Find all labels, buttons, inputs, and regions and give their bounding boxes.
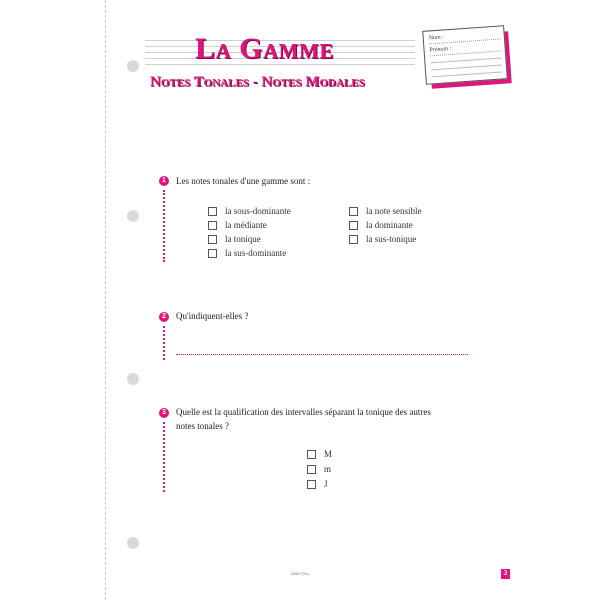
question-dotted-rule <box>163 422 165 492</box>
option-sous-dominante[interactable]: la sous-dominante <box>208 206 291 216</box>
question-number-1: 1 <box>159 176 169 186</box>
nom-label: Nom : <box>428 34 445 42</box>
option-dominante[interactable]: la dominante <box>349 220 413 230</box>
checkbox[interactable] <box>349 235 358 244</box>
option-tonique[interactable]: la tonique <box>208 234 261 244</box>
checkbox[interactable] <box>208 235 217 244</box>
checkbox[interactable] <box>208 221 217 230</box>
option-note-sensible[interactable]: la note sensible <box>349 206 422 216</box>
checkbox[interactable] <box>307 465 316 474</box>
name-card-line <box>430 57 501 63</box>
prenom-label: Prénom : <box>429 45 452 54</box>
checkbox[interactable] <box>208 207 217 216</box>
checkbox[interactable] <box>307 450 316 459</box>
name-card-line <box>431 71 502 77</box>
punch-hole <box>127 60 139 72</box>
question-number-2: 2 <box>159 312 169 322</box>
option-juste[interactable]: J <box>307 479 328 489</box>
punch-hole <box>127 373 139 385</box>
answer-line[interactable] <box>176 354 468 355</box>
checkbox[interactable] <box>208 249 217 258</box>
question-3-text-line2: notes tonales ? <box>176 421 229 431</box>
option-mediante[interactable]: la médiante <box>208 220 267 230</box>
punch-hole <box>127 537 139 549</box>
page-subtitle: Notes Tonales - Notes Modales <box>150 74 365 90</box>
checkbox[interactable] <box>307 480 316 489</box>
checkbox[interactable] <box>349 221 358 230</box>
page-number: 3 <box>501 569 510 579</box>
option-mineur[interactable]: m <box>307 464 331 474</box>
prenom-field[interactable] <box>429 43 500 57</box>
question-2-text: Qu'indiquent-elles ? <box>176 311 249 321</box>
option-sus-tonique[interactable]: la sus-tonique <box>349 234 416 244</box>
footer-code: 24677 B.L. <box>291 571 311 576</box>
question-dotted-rule <box>163 326 165 360</box>
checkbox[interactable] <box>349 207 358 216</box>
option-majeur[interactable]: M <box>307 449 332 459</box>
punch-hole <box>127 210 139 222</box>
question-number-3: 3 <box>159 408 169 418</box>
name-card-line <box>431 64 502 70</box>
binder-margin-line <box>105 0 106 600</box>
question-1-text: Les notes tonales d'une gamme sont : <box>176 176 311 186</box>
question-dotted-rule <box>163 190 165 262</box>
page-title: La Gamme <box>195 32 334 65</box>
name-card <box>422 25 508 85</box>
question-3-text-line1: Quelle est la qualification des intervalles séparant la tonique des autres <box>176 407 431 417</box>
option-sus-dominante[interactable]: la sus-dominante <box>208 248 286 258</box>
